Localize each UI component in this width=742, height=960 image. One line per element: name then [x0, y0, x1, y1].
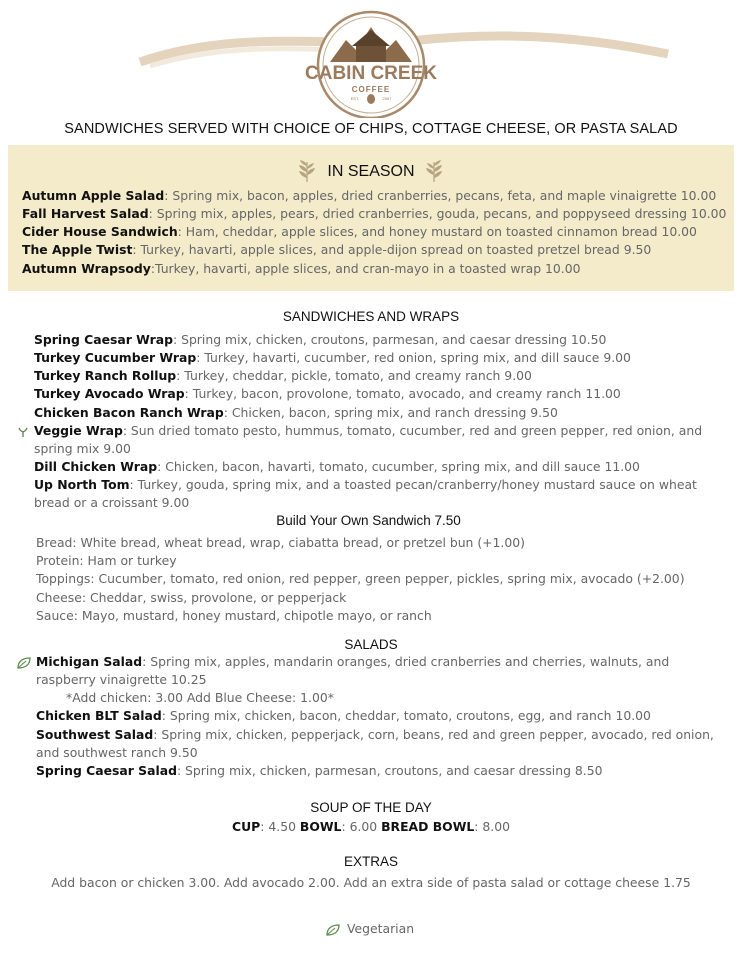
logo-year: 2007 — [382, 96, 392, 101]
menu-item: Up North Tom: Turkey, gouda, spring mix, and a toasted pecan/cranberry/honey mustard sauce on wheat bread or a croissant 9.00 — [34, 477, 697, 511]
logo-est: EST. — [350, 96, 360, 101]
extras-title: EXTRAS — [343, 854, 398, 869]
menu-item: Veggie Wrap: Sun dried tomato pesto, hummus, tomato, cucumber, red and green pepper, red onion, and spring mix 9.00 — [34, 423, 703, 457]
season-item: Autumn Apple Salad: Spring mix, bacon, apples, dried cranberries, pecans, feta, and maple vinaigrette 10.00 — [22, 188, 717, 203]
vegetarian-leaf-icon — [16, 656, 32, 670]
menu-item: Turkey Avocado Wrap: Turkey, bacon, provolone, tomato, avocado, and creamy ranch 11.00 — [34, 386, 621, 401]
menu-item: Spring Caesar Salad: Spring mix, chicken, parmesan, croutons, and caesar dressing 8.50 — [36, 763, 603, 778]
byo-line: Cheese: Cheddar, swiss, provolone, or pepperjack — [36, 590, 347, 605]
byo-line: Protein: Ham or turkey — [36, 553, 177, 568]
menu-item: Southwest Salad: Spring mix, chicken, pepperjack, corn, beans, red and green pepper, avocado, red onion, and southwest ranch 9.50 — [36, 727, 714, 761]
byo-line: Sauce: Mayo, mustard, honey mustard, chipotle mayo, or ranch — [36, 608, 432, 623]
logo-sub: COFFEE — [351, 85, 391, 94]
vegetarian-legend: Vegetarian — [347, 921, 415, 936]
soup-title: SOUP OF THE DAY — [310, 800, 432, 815]
salad-addon: *Add chicken: 3.00 Add Blue Cheese: 1.00* — [66, 690, 334, 705]
menu-item: Spring Caesar Wrap: Spring mix, chicken, croutons, parmesan, and caesar dressing 10.50 — [34, 332, 607, 347]
menu-item: Turkey Cucumber Wrap: Turkey, havarti, cucumber, red onion, spring mix, and dill sauce 9.00 — [34, 350, 631, 365]
salads-title: SALADS — [344, 637, 398, 652]
byo-line: Bread: White bread, wheat bread, wrap, ciabatta bread, or pretzel bun (+1.00) — [36, 535, 525, 550]
menu-item: Chicken Bacon Ranch Wrap: Chicken, bacon, spring mix, and ranch dressing 9.50 — [34, 405, 558, 420]
menu-item: Michigan Salad: Spring mix, apples, mandarin oranges, dried cranberries and cherries, walnuts, and raspberry vinaigrette 10.25 — [36, 654, 670, 688]
season-item: Autumn Wrapsody:Turkey, havarti, apple slices, and cran-mayo in a toasted wrap 10.00 — [22, 261, 581, 276]
logo — [0, 0, 742, 118]
byo-title: Build Your Own Sandwich 7.50 — [276, 513, 461, 528]
season-item: The Apple Twist: Turkey, havarti, apple slices, and apple-dijon spread on toasted pretzel bread 9.50 — [22, 242, 652, 257]
logo-name: CABIN CREEK — [305, 63, 437, 84]
leaf-icon — [325, 923, 341, 937]
season-item: Fall Harvest Salad: Spring mix, apples, pears, dried cranberries, gouda, pecans, and poppyseed dressing 10.00 — [22, 206, 727, 221]
season-item: Cider House Sandwich: Ham, cheddar, apple slices, and honey mustard on toasted cinnamon bread 10.00 — [22, 224, 697, 239]
menu-subtitle: SANDWICHES SERVED WITH CHOICE OF CHIPS, COTTAGE CHEESE, OR PASTA SALAD — [64, 121, 678, 137]
menu-item: Chicken BLT Salad: Spring mix, chicken, bacon, cheddar, tomato, croutons, egg, and ranch 10.00 — [36, 708, 651, 723]
byo-line: Toppings: Cucumber, tomato, red onion, red pepper, green pepper, pickles, spring mix, avocado (+2.00) — [36, 571, 685, 586]
menu-item: Dill Chicken Wrap: Chicken, bacon, havarti, tomato, cucumber, spring mix, and dill sauce 11.00 — [34, 459, 640, 474]
extras-text: Add bacon or chicken 3.00. Add avocado 2.00. Add an extra side of pasta salad or cottage cheese 1.75 — [51, 875, 691, 890]
vegetarian-sprout-icon — [17, 426, 29, 438]
menu-item: Turkey Ranch Rollup: Turkey, cheddar, pickle, tomato, and creamy ranch 9.00 — [34, 368, 532, 383]
in-season-title: IN SEASON — [327, 163, 415, 180]
soup-prices: CUP: 4.50 BOWL: 6.00 BREAD BOWL: 8.00 — [232, 819, 510, 834]
logo-header — [0, 0, 742, 118]
sandwiches-title: SANDWICHES AND WRAPS — [282, 309, 460, 324]
